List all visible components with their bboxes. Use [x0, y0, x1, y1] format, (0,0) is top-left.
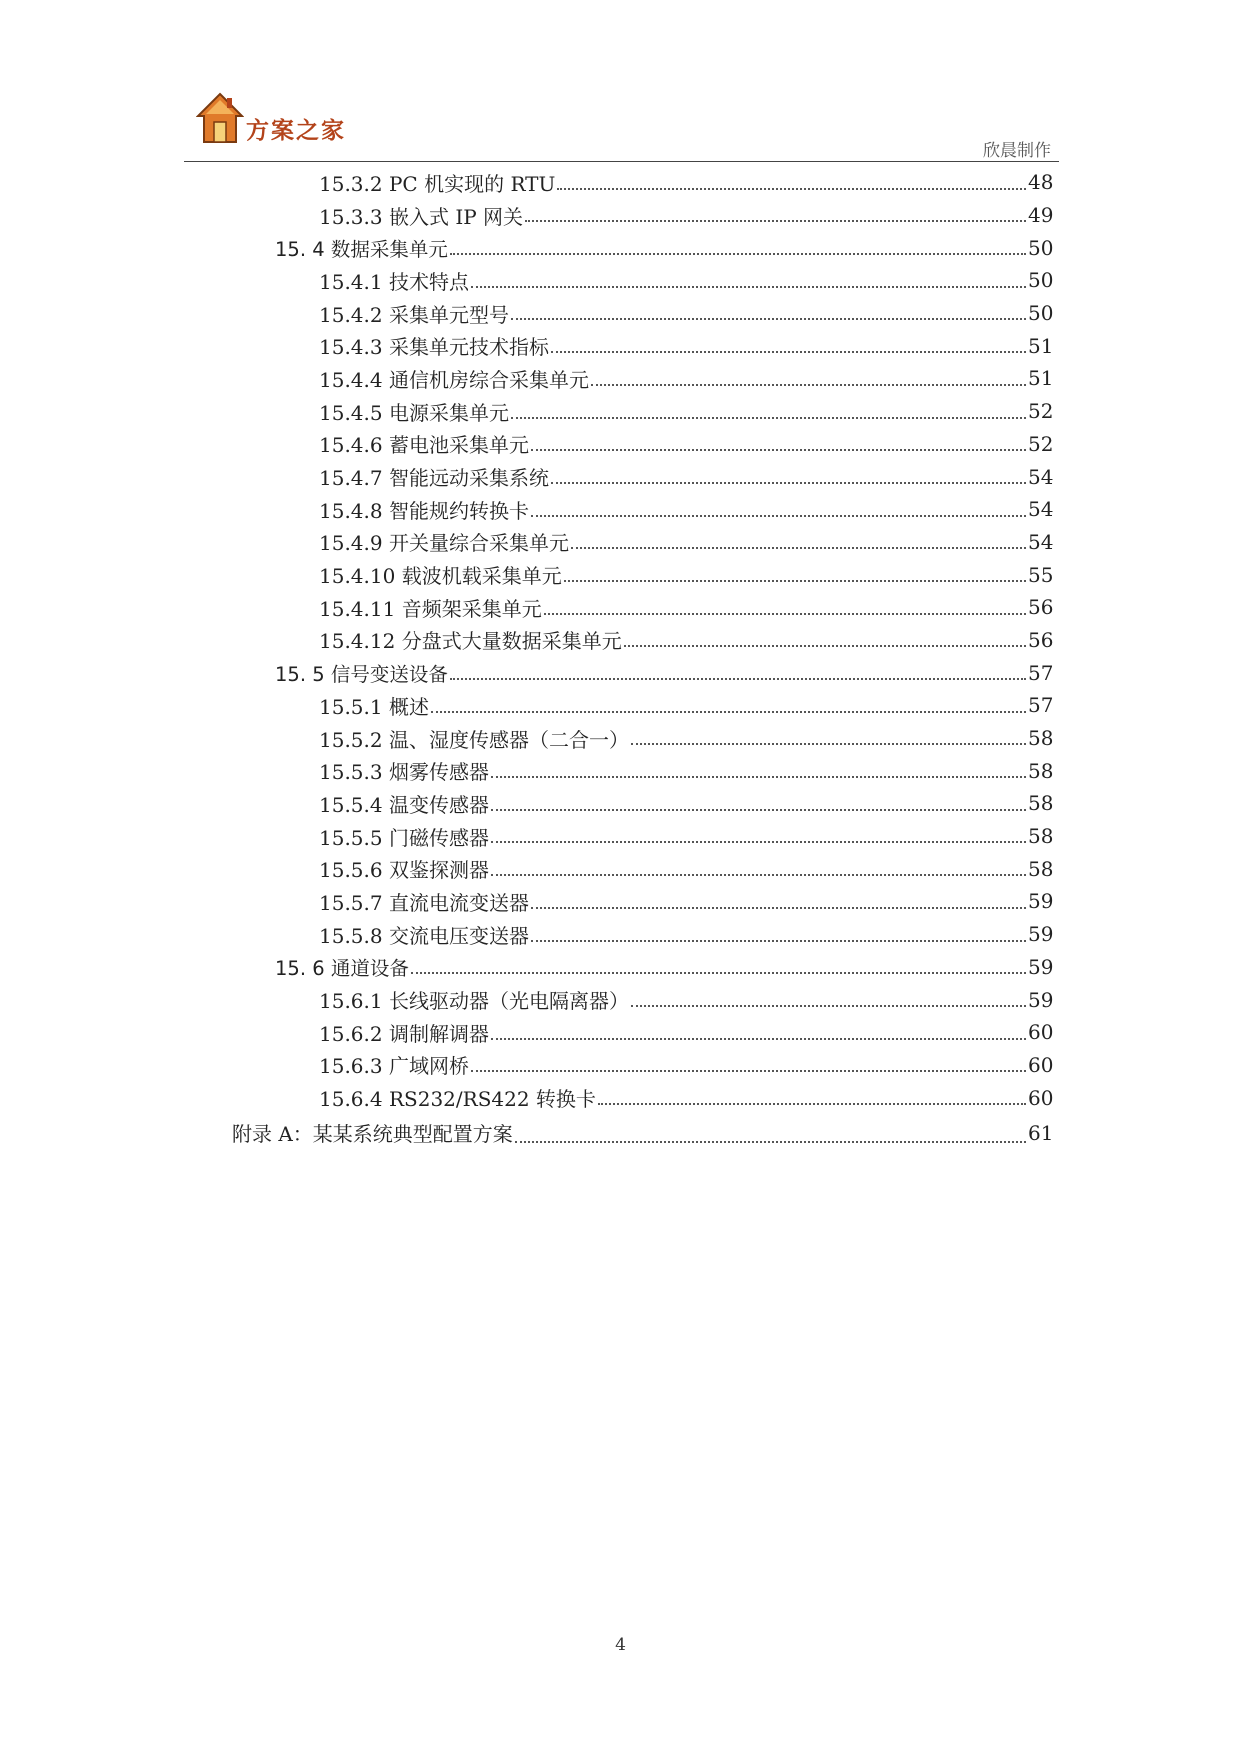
toc-entry-page: 59 — [1028, 954, 1054, 979]
toc-entry[interactable] — [0, 199, 1241, 232]
toc-entry-title: 15.5.1 概述 — [319, 694, 429, 719]
toc-entry-page: 52 — [1028, 399, 1054, 424]
toc-entry[interactable] — [0, 787, 1241, 820]
toc-entry-title: 15.4.2 采集单元型号 — [319, 302, 509, 327]
toc-entry-title: 15.5.7 直流电流变送器 — [319, 890, 529, 915]
toc-entry[interactable] — [0, 820, 1241, 853]
toc-entry[interactable] — [0, 754, 1241, 787]
toc-entry-page: 58 — [1028, 856, 1054, 881]
toc-leader-dots — [531, 514, 1026, 517]
toc-leader-dots — [450, 252, 1026, 255]
toc-leader-dots — [431, 710, 1026, 713]
toc-entry-page: 50 — [1028, 301, 1054, 326]
toc-leader-dots — [551, 350, 1026, 353]
toc-entry-title: 15.4.12 分盘式大量数据采集单元 — [319, 629, 622, 654]
toc-entry[interactable] — [0, 264, 1241, 297]
toc-leader-dots — [557, 187, 1026, 190]
toc-leader-dots — [551, 481, 1026, 484]
toc-entry-title: 15. 6 通道设备 — [275, 956, 409, 980]
site-logo — [196, 92, 376, 148]
toc-entry-page: 51 — [1028, 333, 1054, 358]
toc-entry[interactable] — [0, 1081, 1241, 1114]
toc-leader-dots — [624, 644, 1026, 647]
toc-entry-title: 15.3.3 嵌入式 IP 网关 — [319, 204, 524, 229]
toc-entry[interactable] — [0, 526, 1241, 559]
toc-entry-title: 15.6.3 广域网桥 — [319, 1054, 469, 1079]
toc-leader-dots — [491, 873, 1026, 876]
toc-entry-page: 61 — [1028, 1120, 1054, 1145]
toc-entry[interactable] — [0, 722, 1241, 755]
toc-entry-page: 54 — [1028, 529, 1054, 554]
toc-entry-title: 15. 4 数据采集单元 — [275, 237, 448, 261]
toc-entry-page: 51 — [1028, 366, 1054, 391]
toc-entry-page: 54 — [1028, 464, 1054, 489]
toc-entry-page: 50 — [1028, 268, 1054, 293]
toc-entry[interactable] — [0, 983, 1241, 1016]
toc-leader-dots — [491, 775, 1026, 778]
toc-entry-title: 15. 5 信号变送设备 — [275, 662, 448, 686]
toc-leader-dots — [450, 677, 1026, 680]
toc-leader-dots — [564, 579, 1026, 582]
toc-entry-page: 60 — [1028, 1085, 1054, 1110]
toc-entry-title: 附录 A：某某系统典型配置方案 — [232, 1122, 513, 1147]
toc-entry[interactable] — [0, 460, 1241, 493]
toc-leader-dots — [471, 1069, 1026, 1072]
toc-entry-title: 15.4.9 开关量综合采集单元 — [319, 531, 569, 556]
toc-entry[interactable] — [0, 395, 1241, 428]
toc-entry-page: 56 — [1028, 595, 1054, 620]
toc-entry[interactable] — [0, 951, 1241, 984]
toc-entry-page: 54 — [1028, 497, 1054, 522]
toc-entry-title: 15.3.2 PC 机实现的 RTU — [319, 171, 556, 196]
toc-entry[interactable] — [0, 428, 1241, 461]
toc-entry-title: 15.4.7 智能远动采集系统 — [319, 466, 549, 491]
toc-entry-page: 50 — [1028, 235, 1054, 260]
toc-entry-title: 15.4.6 蓄电池采集单元 — [319, 433, 529, 458]
toc-entry-title: 15.5.2 温、湿度传感器（二合一） — [319, 727, 629, 752]
toc-entry[interactable] — [0, 656, 1241, 689]
toc-leader-dots — [491, 1037, 1026, 1040]
toc-entry-page: 59 — [1028, 889, 1054, 914]
header-divider — [184, 161, 1059, 162]
toc-entry-title: 15.5.4 温变传感器 — [319, 792, 489, 817]
toc-entry-page: 49 — [1028, 203, 1054, 228]
toc-entry-page: 58 — [1028, 791, 1054, 816]
toc-leader-dots — [511, 317, 1026, 320]
table-of-contents — [0, 166, 1241, 1152]
toc-entry-title: 15.4.10 载波机载采集单元 — [319, 564, 562, 589]
toc-entry-page: 58 — [1028, 758, 1054, 783]
toc-leader-dots — [515, 1140, 1026, 1143]
toc-entry-page: 48 — [1028, 170, 1054, 195]
toc-entry-page: 58 — [1028, 726, 1054, 751]
toc-leader-dots — [525, 219, 1026, 222]
toc-leader-dots — [531, 448, 1026, 451]
toc-entry[interactable] — [0, 558, 1241, 591]
toc-entry-title: 15.6.1 长线驱动器（光电隔离器） — [319, 989, 629, 1014]
toc-entry[interactable] — [0, 918, 1241, 951]
toc-entry[interactable] — [0, 885, 1241, 918]
toc-leader-dots — [491, 808, 1026, 811]
toc-leader-dots — [631, 742, 1026, 745]
toc-entry-title: 15.5.8 交流电压变送器 — [319, 923, 529, 948]
toc-entry[interactable] — [0, 689, 1241, 722]
toc-entry-page: 57 — [1028, 693, 1054, 718]
toc-entry-page: 56 — [1028, 627, 1054, 652]
toc-entry[interactable] — [0, 231, 1241, 264]
toc-entry-title: 15.4.4 通信机房综合采集单元 — [319, 367, 589, 392]
toc-entry[interactable] — [0, 591, 1241, 624]
toc-entry-title: 15.5.3 烟雾传感器 — [319, 760, 489, 785]
toc-leader-dots — [631, 1004, 1026, 1007]
toc-entry[interactable] — [0, 624, 1241, 657]
toc-entry[interactable] — [0, 493, 1241, 526]
house-icon — [196, 92, 244, 144]
logo-text: 方案之家 — [246, 117, 346, 144]
toc-entry-page: 60 — [1028, 1020, 1054, 1045]
toc-leader-dots — [511, 416, 1026, 419]
toc-leader-dots — [471, 285, 1026, 288]
toc-entry-title: 15.6.2 调制解调器 — [319, 1021, 489, 1046]
toc-entry[interactable] — [0, 1114, 1241, 1152]
toc-leader-dots — [411, 971, 1026, 974]
toc-entry-title: 15.5.5 门磁传感器 — [319, 825, 489, 850]
toc-entry[interactable] — [0, 362, 1241, 395]
toc-entry-page: 52 — [1028, 431, 1054, 456]
toc-leader-dots — [544, 612, 1026, 615]
toc-entry-page: 55 — [1028, 562, 1054, 587]
toc-entry-page: 60 — [1028, 1052, 1054, 1077]
toc-entry-page: 59 — [1028, 987, 1054, 1012]
toc-entry-page: 58 — [1028, 824, 1054, 849]
toc-entry-title: 15.5.6 双鉴探测器 — [319, 858, 489, 883]
toc-leader-dots — [491, 840, 1026, 843]
toc-entry[interactable] — [0, 1016, 1241, 1049]
toc-entry[interactable] — [0, 166, 1241, 199]
toc-leader-dots — [531, 939, 1026, 942]
toc-leader-dots — [591, 383, 1026, 386]
toc-entry-page: 57 — [1028, 660, 1054, 685]
header-author: 欣晨制作 — [983, 141, 1051, 161]
toc-leader-dots — [531, 906, 1026, 909]
toc-leader-dots — [571, 546, 1026, 549]
toc-entry-title: 15.6.4 RS232/RS422 转换卡 — [319, 1087, 596, 1112]
toc-entry-page: 59 — [1028, 922, 1054, 947]
toc-leader-dots — [598, 1102, 1026, 1105]
toc-entry[interactable] — [0, 329, 1241, 362]
toc-entry[interactable] — [0, 1049, 1241, 1082]
toc-entry-title: 15.4.3 采集单元技术指标 — [319, 335, 549, 360]
toc-entry-title: 15.4.5 电源采集单元 — [319, 400, 509, 425]
toc-entry-title: 15.4.8 智能规约转换卡 — [319, 498, 529, 523]
toc-entry[interactable] — [0, 297, 1241, 330]
toc-entry[interactable] — [0, 852, 1241, 885]
page-number: 4 — [615, 1635, 626, 1655]
toc-entry-title: 15.4.11 音频架采集单元 — [319, 596, 542, 621]
toc-entry-title: 15.4.1 技术特点 — [319, 269, 469, 294]
